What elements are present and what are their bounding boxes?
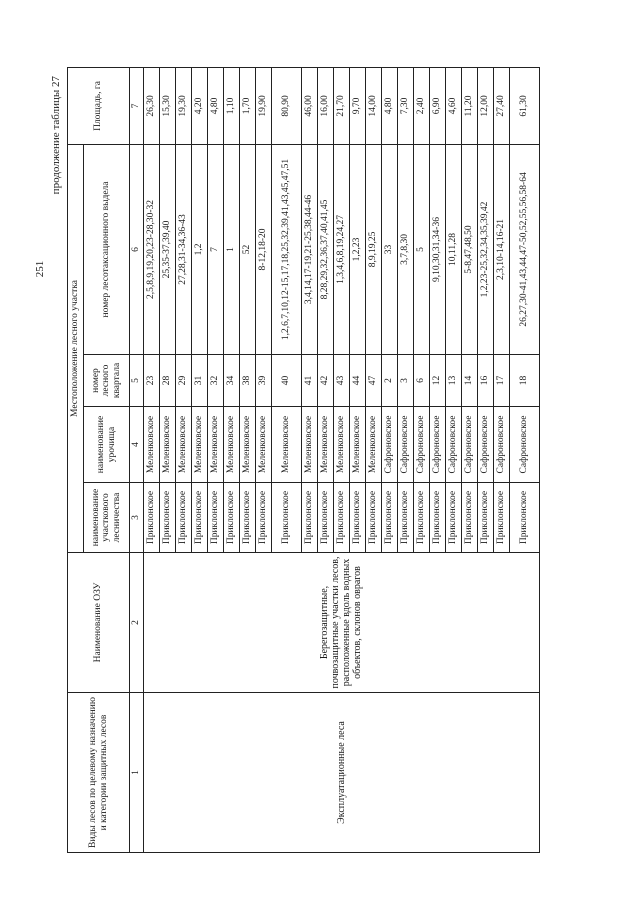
tract-cell: Меленковское — [191, 407, 207, 483]
area-cell: 27,40 — [493, 67, 509, 144]
forestry-cell: Приклонское — [159, 483, 175, 553]
allotment-cell: 26,27,30-41,43,44,47-50,52,55,56,58-64 — [509, 144, 539, 354]
tract-cell: Меленковское — [223, 407, 239, 483]
forestry-cell: Приклонское — [365, 483, 381, 553]
allotment-cell: 1,2,23-25,32,34,35,39,42 — [477, 144, 493, 354]
allotment-cell: 5-8,47,48,50 — [461, 144, 477, 354]
area-cell: 9,70 — [349, 67, 365, 144]
col-number: 4 — [130, 407, 144, 483]
quarter-cell: 31 — [191, 355, 207, 407]
area-cell: 19,30 — [175, 67, 191, 144]
tract-cell: Меленковское — [271, 407, 301, 483]
area-cell: 11,20 — [461, 67, 477, 144]
col-number: 2 — [130, 553, 144, 693]
forestry-cell: Приклонское — [271, 483, 301, 553]
tract-cell: Меленковское — [159, 407, 175, 483]
forestry-cell: Приклонское — [461, 483, 477, 553]
header-forestry: наименование участкового лесничества — [84, 483, 130, 553]
allotment-cell: 3,7,8,30 — [397, 144, 413, 354]
header-location-group: Местоположение лесного участка — [68, 144, 84, 552]
quarter-cell: 43 — [333, 355, 349, 407]
allotment-cell: 7 — [207, 144, 223, 354]
forestry-cell: Приклонское — [477, 483, 493, 553]
tract-cell: Меленковское — [349, 407, 365, 483]
allotment-cell: 1,3,4,6,8,19,24,27 — [333, 144, 349, 354]
tract-cell: Сафроновское — [397, 407, 413, 483]
forestry-cell: Приклонское — [413, 483, 429, 553]
quarter-cell: 23 — [143, 355, 159, 407]
tract-cell: Сафроновское — [429, 407, 445, 483]
tract-cell: Сафроновское — [381, 407, 397, 483]
area-cell: 2,40 — [413, 67, 429, 144]
allotment-cell: 8-12,18-20 — [255, 144, 271, 354]
allotment-cell: 2,3,10-14,16-21 — [493, 144, 509, 354]
table-row — [143, 67, 159, 852]
forestry-cell: Приклонское — [191, 483, 207, 553]
area-cell: 21,70 — [333, 67, 349, 144]
ozu-name-cell: Берегозащитные, почвозащитные участки лесов, расположенные вдоль водных объектов, склонов оврагов — [143, 553, 539, 693]
quarter-cell: 14 — [461, 355, 477, 407]
quarter-cell: 47 — [365, 355, 381, 407]
quarter-cell: 38 — [239, 355, 255, 407]
tract-cell: Меленковское — [207, 407, 223, 483]
tract-cell: Сафроновское — [477, 407, 493, 483]
header-allotment: номер лесотаксационного выдела — [84, 144, 130, 354]
allotment-cell: 9,10,30,31,34-36 — [429, 144, 445, 354]
allotment-cell: 8,9,19,25 — [365, 144, 381, 354]
allotment-cell: 2,5,8,9,19,20,23-28,30-32 — [143, 144, 159, 354]
col-number: 7 — [130, 67, 144, 144]
allotment-cell: 1,2 — [191, 144, 207, 354]
area-cell: 26,30 — [143, 67, 159, 144]
allotment-cell: 33 — [381, 144, 397, 354]
col-number: 6 — [130, 144, 144, 354]
quarter-cell: 2 — [381, 355, 397, 407]
allotment-cell: 10,11,28 — [445, 144, 461, 354]
tract-cell: Сафроновское — [509, 407, 539, 483]
tract-cell: Меленковское — [365, 407, 381, 483]
tract-cell: Сафроновское — [493, 407, 509, 483]
area-cell: 61,30 — [509, 67, 539, 144]
area-cell: 7,30 — [397, 67, 413, 144]
quarter-cell: 17 — [493, 355, 509, 407]
header-ozu-name: Наименование ОЗУ — [68, 553, 130, 693]
tract-cell: Меленковское — [143, 407, 159, 483]
allotment-cell: 5 — [413, 144, 429, 354]
col-number: 5 — [130, 355, 144, 407]
tract-cell: Меленковское — [333, 407, 349, 483]
allotment-cell: 1,2,6,7,10,12-15,17,18,25,32,39,41,43,45,47,51 — [271, 144, 301, 354]
quarter-cell: 29 — [175, 355, 191, 407]
allotment-cell: 25,35-37,39,40 — [159, 144, 175, 354]
area-cell: 12,00 — [477, 67, 493, 144]
allotment-cell: 52 — [239, 144, 255, 354]
quarter-cell: 16 — [477, 355, 493, 407]
tract-cell: Меленковское — [175, 407, 191, 483]
page-number: 251 — [34, 260, 46, 278]
allotment-cell: 1,2,23 — [349, 144, 365, 354]
forestry-cell: Приклонское — [207, 483, 223, 553]
area-cell: 46,00 — [301, 67, 317, 144]
quarter-cell: 44 — [349, 355, 365, 407]
allotment-cell: 1 — [223, 144, 239, 354]
forestry-cell: Приклонское — [429, 483, 445, 553]
area-cell: 16,00 — [317, 67, 333, 144]
tract-cell: Сафроновское — [413, 407, 429, 483]
forest-type-cell: Эксплуатационные леса — [143, 693, 539, 853]
table-body — [143, 67, 539, 852]
quarter-cell: 18 — [509, 355, 539, 407]
area-cell: 4,20 — [191, 67, 207, 144]
quarter-cell: 32 — [207, 355, 223, 407]
header-forest-type: Виды лесов по целевому назначению и категории защитных лесов — [68, 693, 130, 853]
area-cell: 4,60 — [445, 67, 461, 144]
tract-cell: Меленковское — [317, 407, 333, 483]
forestry-cell: Приклонское — [493, 483, 509, 553]
forestry-cell: Приклонское — [175, 483, 191, 553]
tract-cell: Сафроновское — [445, 407, 461, 483]
header-area: Площадь, га — [68, 67, 130, 144]
forestry-cell: Приклонское — [333, 483, 349, 553]
forestry-cell: Приклонское — [317, 483, 333, 553]
quarter-cell: 34 — [223, 355, 239, 407]
area-cell: 14,00 — [365, 67, 381, 144]
tract-cell: Меленковское — [255, 407, 271, 483]
allotment-cell: 8,28,29,32,36,37,40,41,45 — [317, 144, 333, 354]
forestry-cell: Приклонское — [255, 483, 271, 553]
area-cell: 4,80 — [381, 67, 397, 144]
quarter-cell: 39 — [255, 355, 271, 407]
area-cell: 6,90 — [429, 67, 445, 144]
header-tract: наименование урочища — [84, 407, 130, 483]
col-number: 3 — [130, 483, 144, 553]
area-cell: 4,80 — [207, 67, 223, 144]
allotment-cell: 27,28,31-34,36-43 — [175, 144, 191, 354]
forestry-cell: Приклонское — [301, 483, 317, 553]
quarter-cell: 12 — [429, 355, 445, 407]
quarter-cell: 13 — [445, 355, 461, 407]
forestry-cell: Приклонское — [509, 483, 539, 553]
area-cell: 80,90 — [271, 67, 301, 144]
col-number: 1 — [130, 693, 144, 853]
quarter-cell: 6 — [413, 355, 429, 407]
forestry-cell: Приклонское — [239, 483, 255, 553]
rotated-page — [45, 68, 610, 853]
header-quarter: номер лесного квартала — [84, 355, 130, 407]
table-caption: продолжение таблицы 27 — [50, 76, 62, 195]
forest-table — [67, 67, 540, 853]
area-cell: 19,90 — [255, 67, 271, 144]
quarter-cell: 41 — [301, 355, 317, 407]
area-cell: 1,70 — [239, 67, 255, 144]
tract-cell: Меленковское — [239, 407, 255, 483]
quarter-cell: 42 — [317, 355, 333, 407]
forestry-cell: Приклонское — [381, 483, 397, 553]
forestry-cell: Приклонское — [223, 483, 239, 553]
tract-cell: Сафроновское — [461, 407, 477, 483]
quarter-cell: 40 — [271, 355, 301, 407]
allotment-cell: 3,4,14,17-19,21-25,38,44-46 — [301, 144, 317, 354]
area-cell: 1,10 — [223, 67, 239, 144]
forestry-cell: Приклонское — [445, 483, 461, 553]
forestry-cell: Приклонское — [397, 483, 413, 553]
quarter-cell: 28 — [159, 355, 175, 407]
forestry-cell: Приклонское — [349, 483, 365, 553]
area-cell: 15,30 — [159, 67, 175, 144]
quarter-cell: 3 — [397, 355, 413, 407]
forestry-cell: Приклонское — [143, 483, 159, 553]
tract-cell: Меленковское — [301, 407, 317, 483]
